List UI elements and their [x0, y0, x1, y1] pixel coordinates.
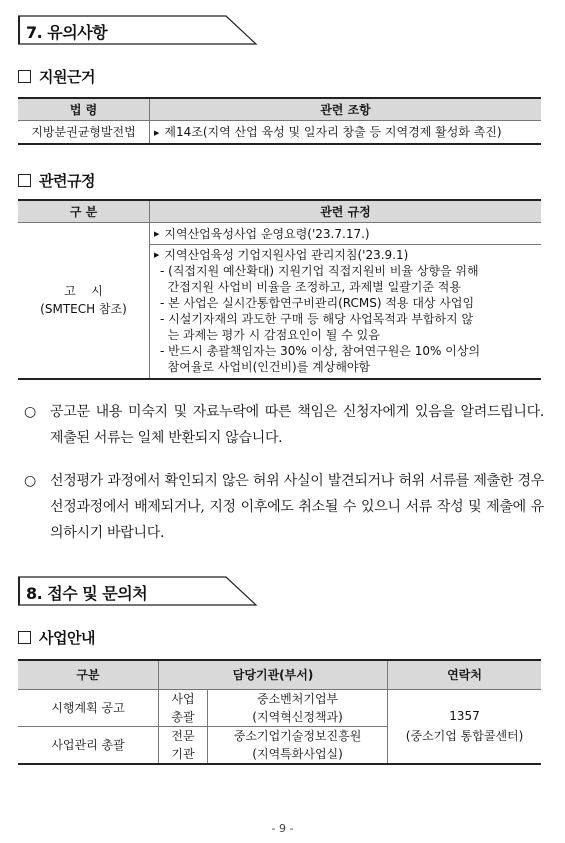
- checkbox-square-icon: [18, 174, 31, 187]
- business-guide-table: [18, 659, 541, 765]
- triangle-bullet-icon: ▶: [154, 230, 160, 238]
- row2-org: [208, 726, 388, 764]
- type-line2: (SMTECH 참조): [40, 302, 127, 317]
- col-type-header: 구분: [76, 668, 100, 683]
- contact-center: (중소기업 통합콜센터): [405, 729, 524, 743]
- triangle-bullet-icon: ▶: [154, 128, 160, 137]
- page-number: - 9 -: [271, 822, 294, 835]
- rule-note: - 반드시 총괄책임자는 30% 이상, 참여연구원은 10% 이상의: [160, 344, 481, 358]
- col-org-header: 담당기관(부서): [159, 660, 388, 689]
- row2-org-a: 중소기업기술정보진흥원: [233, 728, 362, 743]
- section-8-header: [18, 576, 258, 606]
- law-cell: 지방분권균형발전법: [31, 125, 136, 140]
- related-rules-heading: [18, 170, 95, 191]
- row2-role-b: 기관: [171, 746, 195, 761]
- rule1-cell: [150, 222, 542, 244]
- row1-org-a: 중소벤처기업부: [256, 691, 339, 706]
- rule1-text: 지역산업육성사업 운영요령('23.7.17.): [164, 226, 370, 241]
- notice-paragraph-1: [24, 399, 544, 451]
- circle-bullet-icon: ○: [24, 404, 36, 420]
- row2-role: [159, 726, 208, 764]
- section-8-title: 8. 접수 및 문의처: [26, 584, 148, 603]
- related-rules-title: 관련규정: [39, 172, 95, 190]
- clause-cell: [150, 120, 542, 144]
- row1-org: [208, 689, 388, 726]
- related-rules-table: [18, 199, 541, 380]
- rule-note: - 시설기자재의 과도한 구매 등 해당 사업목적과 부합하지 않: [160, 312, 474, 326]
- rule-note: - (직접지원 예산확대) 지원기업 직접지원비 비율 상향을 위해: [160, 264, 479, 278]
- section-7-title: 7. 유의사항: [26, 23, 108, 42]
- row2-org-b: (지역특화사업실): [252, 746, 343, 761]
- notice-paragraph-2: [24, 468, 544, 546]
- row1-type: 시행계획 공고: [51, 701, 125, 715]
- row1-role-a: 사업: [171, 691, 195, 706]
- row1-org-b: (지역혁신정책과): [252, 709, 343, 724]
- rule-note: - 본 사업은 실시간통합연구비관리(RCMS) 적용 대상 사업임: [160, 296, 475, 310]
- col-clause-header: 관련 조항: [150, 98, 542, 120]
- row2-type: 사업관리 총괄: [51, 738, 125, 752]
- col-law-header: 법 령: [69, 102, 98, 117]
- support-basis-table: [18, 97, 541, 145]
- rule-note: 참여율로 사업비(인건비)를 계상해야함: [160, 360, 371, 374]
- triangle-bullet-icon: ▶: [154, 251, 160, 259]
- notice-text-2: 선정평가 과정에서 확인되지 않은 허위 사실이 발견되거나 허위 서류를 제출한 경우 선정과정에서 배제되거나, 지정 이후에도 취소될 수 있으니 서류 작성 및 제출에 유의하시기 바랍니다.: [50, 473, 544, 541]
- row1-role: [159, 689, 208, 726]
- rule2-text: 지역산업육성 기업지원사업 관리지침('23.9.1): [164, 247, 409, 262]
- row2-role-a: 전문: [171, 728, 195, 743]
- contact-cell: [388, 689, 541, 764]
- type-line1: 고 시: [64, 284, 103, 299]
- type-cell: [18, 222, 150, 379]
- section-7-header: [18, 15, 258, 45]
- notice-text-1: 공고문 내용 미숙지 및 자료누락에 따른 책임은 신청자에게 있음을 알려드립니다. 제출된 서류는 일체 반환되지 않습니다.: [50, 404, 544, 446]
- circle-bullet-icon: ○: [24, 473, 36, 489]
- business-guide-title: 사업안내: [39, 629, 95, 647]
- clause-text: 제14조(지역 산업 육성 및 일자리 창출 등 지역경제 활성화 촉진): [164, 125, 502, 140]
- rule-note: 간접지원 사업비 비율을 조정하고, 과제별 일괄기준 적용: [160, 280, 461, 294]
- business-guide-heading: [18, 627, 95, 648]
- col-rule-header: 관련 규정: [150, 200, 542, 222]
- checkbox-square-icon: [18, 631, 31, 644]
- support-basis-title: 지원근거: [39, 68, 95, 86]
- rule-note: 는 과제는 평가 시 감점요인이 될 수 있음: [160, 328, 380, 342]
- rule2-cell: [150, 244, 542, 379]
- checkbox-square-icon: [18, 70, 31, 83]
- col-type-header: 구 분: [69, 204, 98, 219]
- col-contact-header: 연락처: [388, 660, 541, 689]
- row1-role-b: 총괄: [171, 709, 195, 724]
- support-basis-heading: [18, 66, 95, 87]
- contact-number: 1357: [449, 709, 480, 723]
